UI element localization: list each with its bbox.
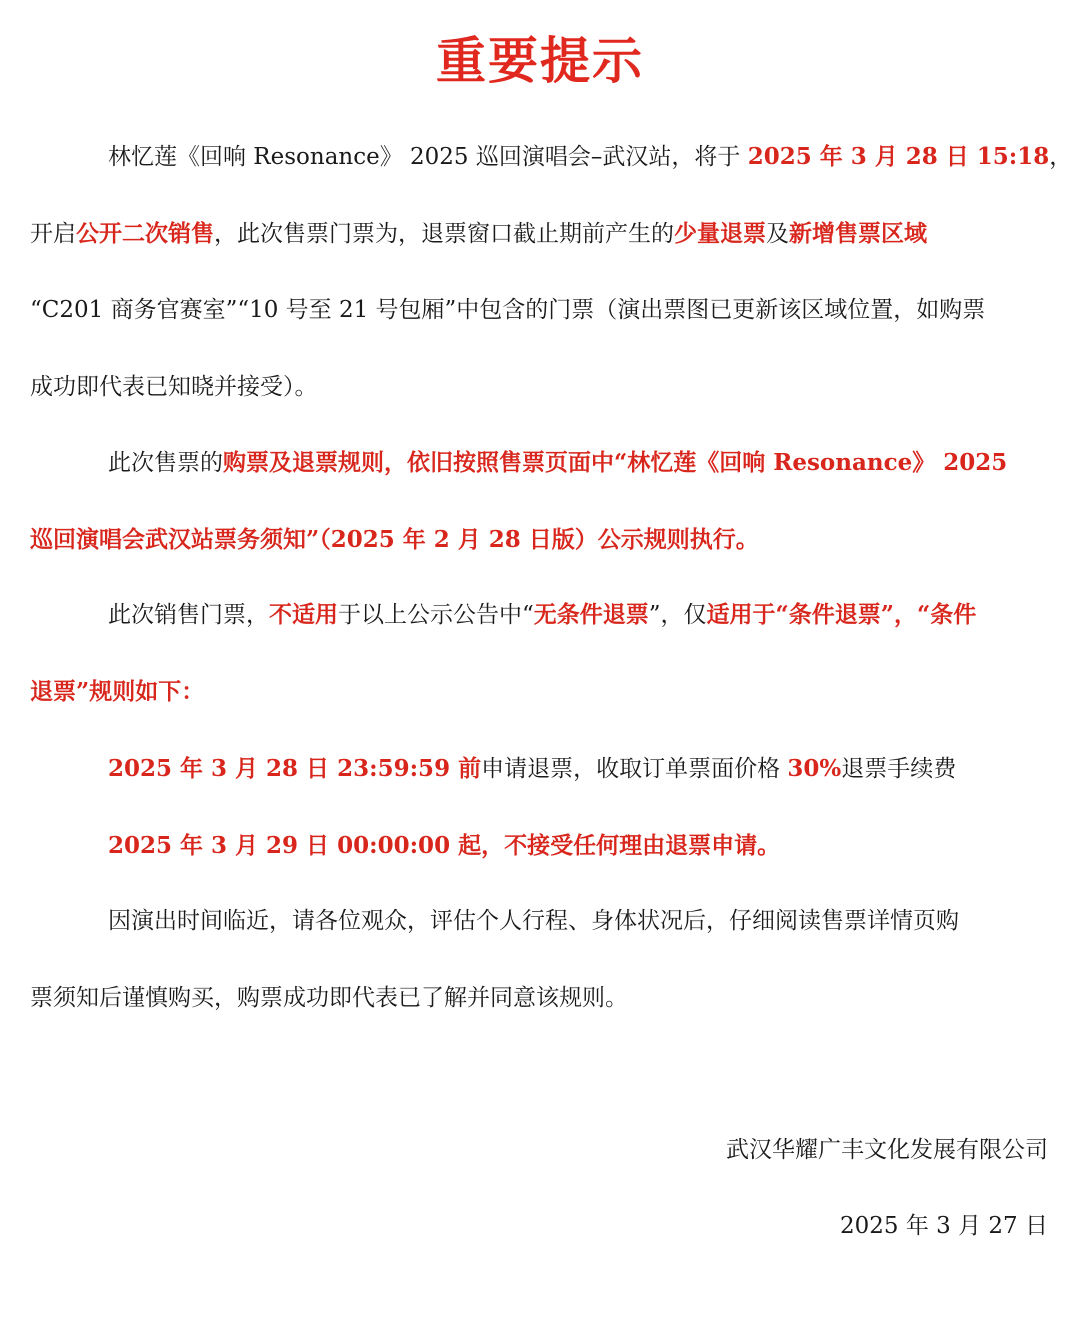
- rule-1-fee-percent: 30%: [787, 755, 842, 782]
- rule-1-deadline: 2025 年 3 月 28 日 23:59:59 前: [108, 755, 482, 782]
- text-span: 林忆莲《回响 Resonance》 2025 巡回演唱会–武汉站，将于: [108, 144, 748, 170]
- paragraph-3-line-1: [30, 576, 1050, 653]
- paragraph-1-line-3: “C201 商务官赛室”“10 号至 21 号包厢”中包含的门票（演出票图已更新该区域位置，如购票: [30, 297, 986, 323]
- paragraph-2-line-1: [30, 424, 1050, 501]
- paragraph-2: [30, 424, 1050, 578]
- highlight-few-refunds: 少量退票: [674, 220, 766, 247]
- paragraph-1-line-4: 成功即代表已知晓并接受）。: [30, 374, 318, 400]
- highlight-new-area: 新增售票区域: [789, 220, 927, 247]
- notice-title: 重要提示: [436, 32, 644, 90]
- paragraph-3-line-2: 退票”规则如下：: [30, 678, 205, 705]
- highlight-unconditional-refund: 无条件退票: [533, 601, 649, 628]
- refund-rule-2: 2025 年 3 月 29 日 00:00:00 起，不接受任何理由退票申请。: [108, 832, 781, 859]
- refund-rules: [30, 730, 1050, 884]
- highlight-rules: 购票及退票规则，依旧按照售票页面中“林忆莲《回响 Resonance》 2025: [223, 449, 1008, 476]
- paragraph-1: [30, 118, 1073, 426]
- notice-date: 2025 年 3 月 27 日: [840, 1213, 1048, 1239]
- text-span: 申请退票，收取订单票面价格: [481, 756, 788, 782]
- refund-rule-1: [30, 730, 1050, 807]
- text-span: 此次售票的: [108, 450, 223, 476]
- text-span: 于以上公示公告中“: [338, 602, 534, 628]
- highlight-not-applicable: 不适用: [269, 601, 338, 628]
- text-span: 及: [766, 221, 789, 247]
- sale-datetime: 2025 年 3 月 28 日 15:18: [747, 143, 1050, 170]
- paragraph-2-line-2: 巡回演唱会武汉站票务须知”（2025 年 2 月 28 日版）公示规则执行。: [30, 526, 759, 553]
- text-span: ”，仅: [648, 602, 707, 628]
- highlight-conditional-refund: 适用于“条件退票”，“条件: [706, 601, 977, 628]
- paragraph-3: [30, 576, 1050, 730]
- paragraph-1-line-2: [30, 195, 1050, 272]
- text-span: ，: [1049, 144, 1073, 170]
- paragraph-4-line-2: 票须知后谨慎购买，购票成功即代表已了解并同意该规则。: [30, 985, 628, 1011]
- paragraph-1-line-1: [30, 118, 1073, 195]
- text-span: ，此次售票门票为，退票窗口截止期前产生的: [214, 221, 674, 247]
- paragraph-4-line-1: 因演出时间临近，请各位观众，评估个人行程、身体状况后，仔细阅读售票详情页购: [108, 908, 959, 934]
- text-span: 退票手续费: [841, 756, 957, 782]
- text-span: 此次销售门票，: [108, 602, 269, 628]
- paragraph-4: [30, 883, 1050, 1037]
- text-span: 开启: [30, 221, 76, 247]
- highlight-public-resale: 公开二次销售: [76, 220, 214, 247]
- company-signature: 武汉华耀广丰文化发展有限公司: [726, 1137, 1048, 1163]
